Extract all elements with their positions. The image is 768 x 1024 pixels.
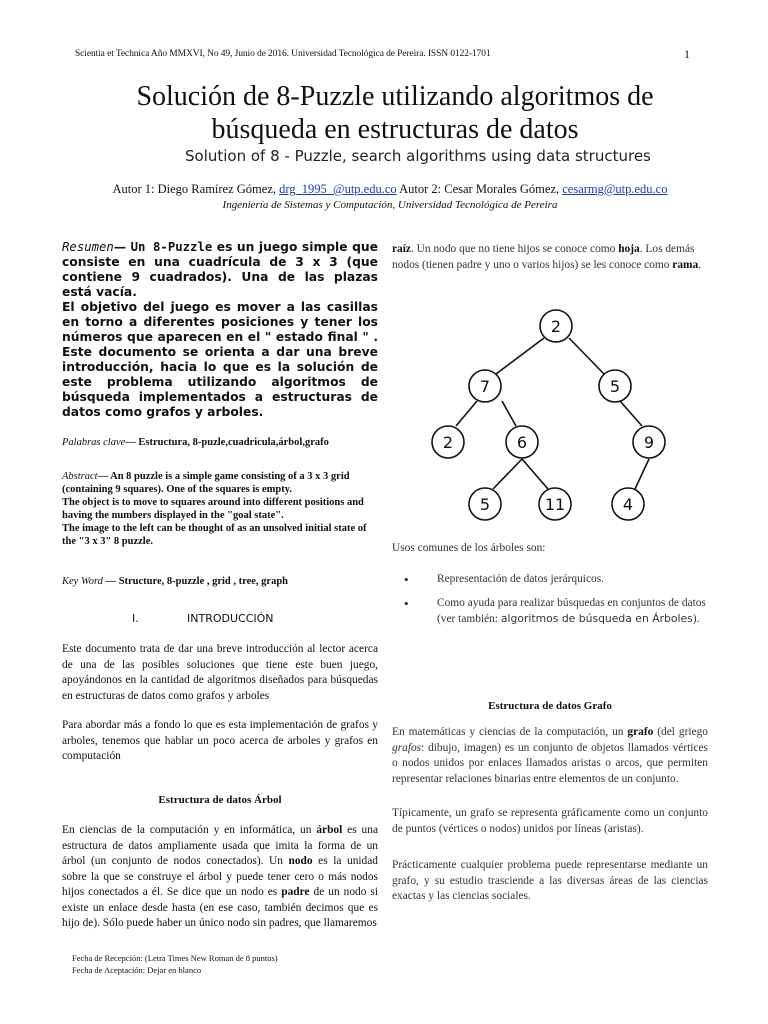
- resumen-paragraph: [62, 240, 378, 420]
- resumen-text-1: es un juego simple que consiste en una cuadrícula de 3 x 3 (que contiene 9 cuadrados). Una de las plazas está vacía.: [62, 240, 378, 299]
- arbol-cont-text-1: . Un nodo que no tiene hijos se conoce como: [410, 243, 619, 255]
- resumen-label: Resumen: [62, 240, 114, 254]
- arbol-cont-text-2: . Los demás nodos (tienen padre y uno o varios hijos) se les conoce como: [392, 243, 695, 271]
- footnote-aceptacion: Fecha de Aceptación: Dejar en blanco: [72, 964, 202, 975]
- usos-list: [392, 572, 708, 636]
- grafo-text-3: : dibujo, imagen) es un conjunto de objetos llamados vértices o nodos unidos por enlaces llamados aristas o arcos, que permiten representar relaciones binarias entre elementos de un conjunto.: [392, 741, 708, 785]
- grafo-text-2: (del griego: [653, 726, 709, 738]
- abstract-paragraph: [62, 470, 378, 548]
- tree-edge: [522, 459, 548, 489]
- list-item: [392, 596, 708, 628]
- usos-item-1: Representación de datos jerárquicos.: [437, 573, 604, 585]
- usos-item-2-c: ).: [692, 613, 700, 625]
- tree-edge: [456, 401, 477, 426]
- palabras-clave-text: — Estructura, 8-puzle,cuadricula,árbol,grafo: [125, 437, 329, 448]
- usos-item-2-link[interactable]: algoritmos de búsqueda en Árboles: [500, 612, 693, 625]
- binary-tree-figure: [420, 304, 680, 532]
- intro-paragraph-2: Para abordar más a fondo lo que es esta implementación de grafos y arboles, tenemos que hablar un poco acerca de arboles y grafos en computación: [62, 719, 378, 762]
- tree-node-label: 11: [544, 495, 566, 514]
- grafo-paragraph-2: Típicamente, un grafo se representa gráficamente como un conjunto de puntos (vértices o nodos) unidos por líneas (aristas).: [392, 807, 708, 835]
- abstract-label: Abstract: [62, 471, 98, 482]
- intro-paragraph-1: Este documento trata de dar una breve introducción al lector acerca de una de las posibles soluciones que tiene este buen juego, apoyándonos en la cantidad de algoritmos diseñados para búsquedas en estructuras de datos como grafos y arboles: [62, 643, 378, 702]
- tree-node-label: 6: [516, 433, 528, 452]
- tree-node-label: 2: [442, 433, 454, 452]
- tree-edge: [569, 338, 604, 374]
- section-title: INTRODUCCIÓN: [187, 612, 274, 625]
- abstract-line-3: The image to the left can be thought of as an unsolved initial state of the "3 x 3" 8 puzzle.: [62, 523, 367, 547]
- tree-node-label: 5: [479, 495, 491, 514]
- tree-node-label: 4: [622, 495, 634, 514]
- resumen-term: Un 8-Puzzle: [130, 240, 213, 254]
- bold-hoja: hoja: [618, 243, 640, 255]
- bold-raiz: raíz: [392, 243, 411, 255]
- footnote: [72, 953, 388, 976]
- author-2-label: Autor 2: Cesar Morales Gómez,: [396, 182, 563, 196]
- usos-item-2-a: Como ayuda para realizar búsquedas en conjuntos de datos (ver también:: [437, 596, 706, 625]
- arbol-continuation: [392, 242, 708, 273]
- tree-edge: [493, 459, 522, 489]
- arbol-bold-arbol: árbol: [316, 824, 343, 836]
- affiliation: Ingeniería de Sistemas y Computación, Universidad Tecnológica de Pereira: [222, 199, 558, 211]
- paper-subtitle: Solution of 8 - Puzzle, search algorithms using data structures: [185, 147, 651, 165]
- grafo-bold: grafo: [627, 726, 654, 738]
- arbol-text-4: de un nodo si existe un enlace desde hasta (en ese caso, también decimos que es hijo de). Sólo puede haber un único nodo sin padres, que llamaremos: [62, 886, 378, 929]
- paper-title: [40, 80, 750, 146]
- title-line-1: Solución de 8-Puzzle utilizando algoritmos de: [136, 81, 654, 112]
- key-word: [62, 576, 378, 587]
- journal-header: Scientia et Technica Año MMXVI, No 49, Junio de 2016. Universidad Tecnológica de Pereira. ISSN 0122-1701: [75, 49, 491, 59]
- palabras-clave: [62, 437, 378, 448]
- author-2-email-link[interactable]: cesarmg@utp.edu.co: [562, 182, 668, 196]
- key-word-text: — Structure, 8-puzzle , grid , tree, graph: [102, 576, 289, 587]
- arbol-bold-padre: padre: [281, 886, 310, 898]
- tree-edge: [620, 401, 642, 426]
- resumen-dash: —: [113, 240, 131, 254]
- tree-edge: [635, 459, 649, 489]
- tree-node-label: 2: [550, 317, 562, 336]
- list-item: [392, 572, 708, 588]
- tree-edge: [496, 338, 544, 374]
- arbol-paragraph: [62, 823, 378, 932]
- tree-edge: [502, 401, 516, 426]
- tree-node-label: 9: [643, 433, 655, 452]
- author-1-email-link[interactable]: drg_1995_@utp.edu.co: [279, 182, 397, 196]
- bold-rama: rama: [672, 258, 699, 271]
- tree-node-label: 7: [479, 377, 491, 396]
- page-number: 1: [684, 47, 690, 61]
- footnote-recepcion: Fecha de Recepción: (Letra Times New Roman de 8 puntos): [72, 953, 278, 963]
- author-1-label: Autor 1: Diego Ramírez Gómez,: [112, 182, 280, 196]
- abstract-line-1: — An 8 puzzle is a simple game consisting of a 3 x 3 grid (containing 9 squares). One of the squares is empty.: [62, 471, 350, 495]
- section-number: I.: [132, 612, 139, 625]
- arbol-text-1: En ciencias de la computación y en informática, un: [62, 824, 317, 836]
- palabras-clave-label: Palabras clave: [62, 437, 126, 448]
- arbol-text-3: es la unidad sobre la que se construye el árbol y puede tener cero o más nodos hijos conectados a él. Se dice que un nodo es: [62, 855, 378, 898]
- subsection-heading-arbol: Estructura de datos Árbol: [158, 794, 282, 806]
- resumen-text-2: El objetivo del juego es mover a las casillas en torno a diferentes posiciones y tener los números que aparecen en el " estado final " . Este documento se orienta a dar una breve introducción, hacia lo que es la solución de este problema utilizando algoritmos de búsqueda implementados a estructuras de datos como grafos y arboles.: [62, 300, 378, 419]
- subsection-heading-grafo: Estructura de datos Grafo: [488, 700, 612, 712]
- key-word-label: Key Word: [62, 576, 103, 587]
- usos-intro: Usos comunes de los árboles son:: [392, 542, 546, 554]
- tree-node-label: 5: [609, 377, 621, 396]
- grafo-paragraph-3: Prácticamente cualquier problema puede representarse mediante un grafo, y su estudio trasciende a las diversas áreas de las ciencias exactas y las ciencias sociales.: [392, 859, 708, 902]
- grafo-text-1: En matemáticas y ciencias de la computación, un: [392, 726, 628, 738]
- arbol-cont-text-3: .: [698, 258, 702, 271]
- grafo-italic: grafos: [392, 741, 422, 754]
- abstract-line-2: The object is to move to squares around into different positions and having the numbers displayed in the "goal state".: [62, 497, 364, 521]
- title-line-2: búsqueda en estructuras de datos: [211, 114, 579, 145]
- authors-line: [20, 182, 760, 197]
- arbol-text-2: es una estructura de datos ampliamente usada que imita la forma de un árbol (un conjunto de nodos conectados). Un: [62, 824, 378, 867]
- grafo-paragraph-1: [392, 725, 708, 787]
- arbol-bold-nodo: nodo: [288, 855, 313, 867]
